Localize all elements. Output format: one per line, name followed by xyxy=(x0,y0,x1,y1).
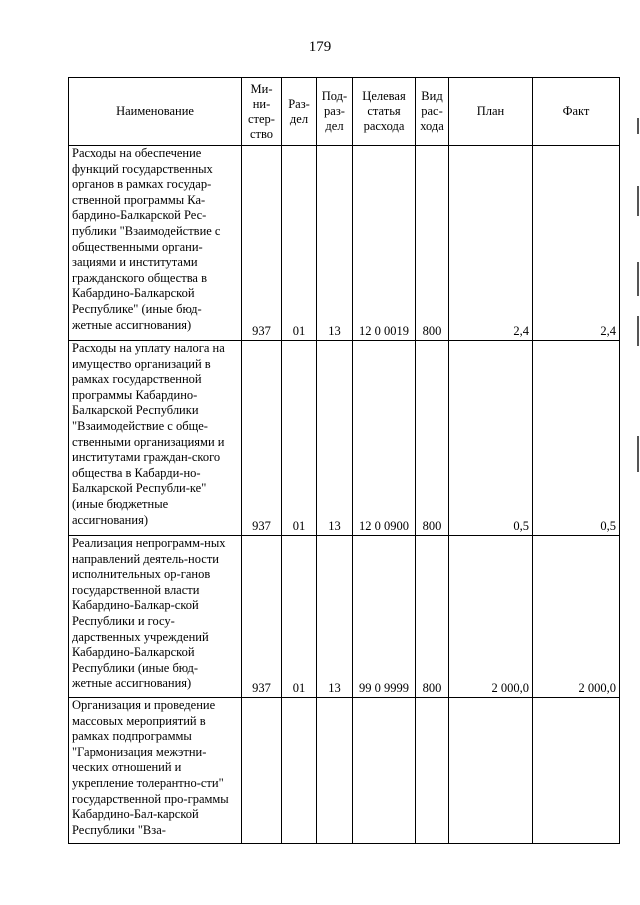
header-name: Наименование xyxy=(69,78,242,146)
row-fact: 2,4 xyxy=(533,146,620,341)
row-ministry: 937 xyxy=(242,146,282,341)
header-expense-type: Вид рас- хода xyxy=(416,78,449,146)
row-section: 01 xyxy=(282,536,317,698)
header-subsection: Под- раз- дел xyxy=(317,78,353,146)
row-fact: 0,5 xyxy=(533,341,620,536)
row-section: 01 xyxy=(282,146,317,341)
budget-table xyxy=(68,77,620,844)
row-expense-type: 800 xyxy=(416,146,449,341)
table-row xyxy=(69,536,620,698)
page-number: 179 xyxy=(308,39,332,55)
row-plan: 2,4 xyxy=(449,146,533,341)
scan-edge-marks xyxy=(634,0,640,905)
row-section: 01 xyxy=(282,341,317,536)
table-row xyxy=(69,698,620,844)
row-ministry xyxy=(242,698,282,844)
row-target-article: 99 0 9999 xyxy=(353,536,416,698)
row-fact: 2 000,0 xyxy=(533,536,620,698)
row-plan: 0,5 xyxy=(449,341,533,536)
row-name: Реализация непрограмм-ных направлений деятель-ности исполнительных ор-ганов государственной власти Кабардино-Балкар-ской Республики и госу-дарственных учреждений Кабардино-Балкарской Республики (иные бюд-жетные ассигнования) xyxy=(69,536,242,698)
row-plan: 2 000,0 xyxy=(449,536,533,698)
row-fact xyxy=(533,698,620,844)
row-subsection: 13 xyxy=(317,536,353,698)
header-fact: Факт xyxy=(533,78,620,146)
row-subsection xyxy=(317,698,353,844)
header-ministry: Ми- ни- стер- ство xyxy=(242,78,282,146)
row-ministry: 937 xyxy=(242,536,282,698)
row-ministry: 937 xyxy=(242,341,282,536)
row-subsection: 13 xyxy=(317,146,353,341)
row-name: Расходы на уплату налога на имущество организаций в рамках государственной программы Кабардино-Балкарской Республики "Взаимодействие с обще-ственными организациями и институтами граждан-ского общества в Кабарди-но-Балкарской Республи-ке" (иные бюджетные ассигнования) xyxy=(69,341,242,536)
header-plan: План xyxy=(449,78,533,146)
table-header-row xyxy=(69,78,620,146)
row-expense-type: 800 xyxy=(416,536,449,698)
row-section xyxy=(282,698,317,844)
table-row xyxy=(69,146,620,341)
row-expense-type xyxy=(416,698,449,844)
row-plan xyxy=(449,698,533,844)
row-target-article: 12 0 0019 xyxy=(353,146,416,341)
row-name: Расходы на обеспечение функций государственных органов в рамках государ-ственной программы Ка-бардино-Балкарской Рес-публики "Взаимодействие с общественными органи-зациями и институтами гражданского общества в Кабардино-Балкарской Республике" (иные бюд-жетные ассигнования) xyxy=(69,146,242,341)
row-target-article xyxy=(353,698,416,844)
header-section: Раз- дел xyxy=(282,78,317,146)
row-subsection: 13 xyxy=(317,341,353,536)
table-row xyxy=(69,341,620,536)
row-target-article: 12 0 0900 xyxy=(353,341,416,536)
header-target-article: Целевая статья расхода xyxy=(353,78,416,146)
row-expense-type: 800 xyxy=(416,341,449,536)
row-name: Организация и проведение массовых мероприятий в рамках подпрограммы "Гармонизация межэтни-ческих отношений и укрепление толерантно-сти" государственной про-граммы Кабардино-Бал-карской Республики "Вза- xyxy=(69,698,242,844)
